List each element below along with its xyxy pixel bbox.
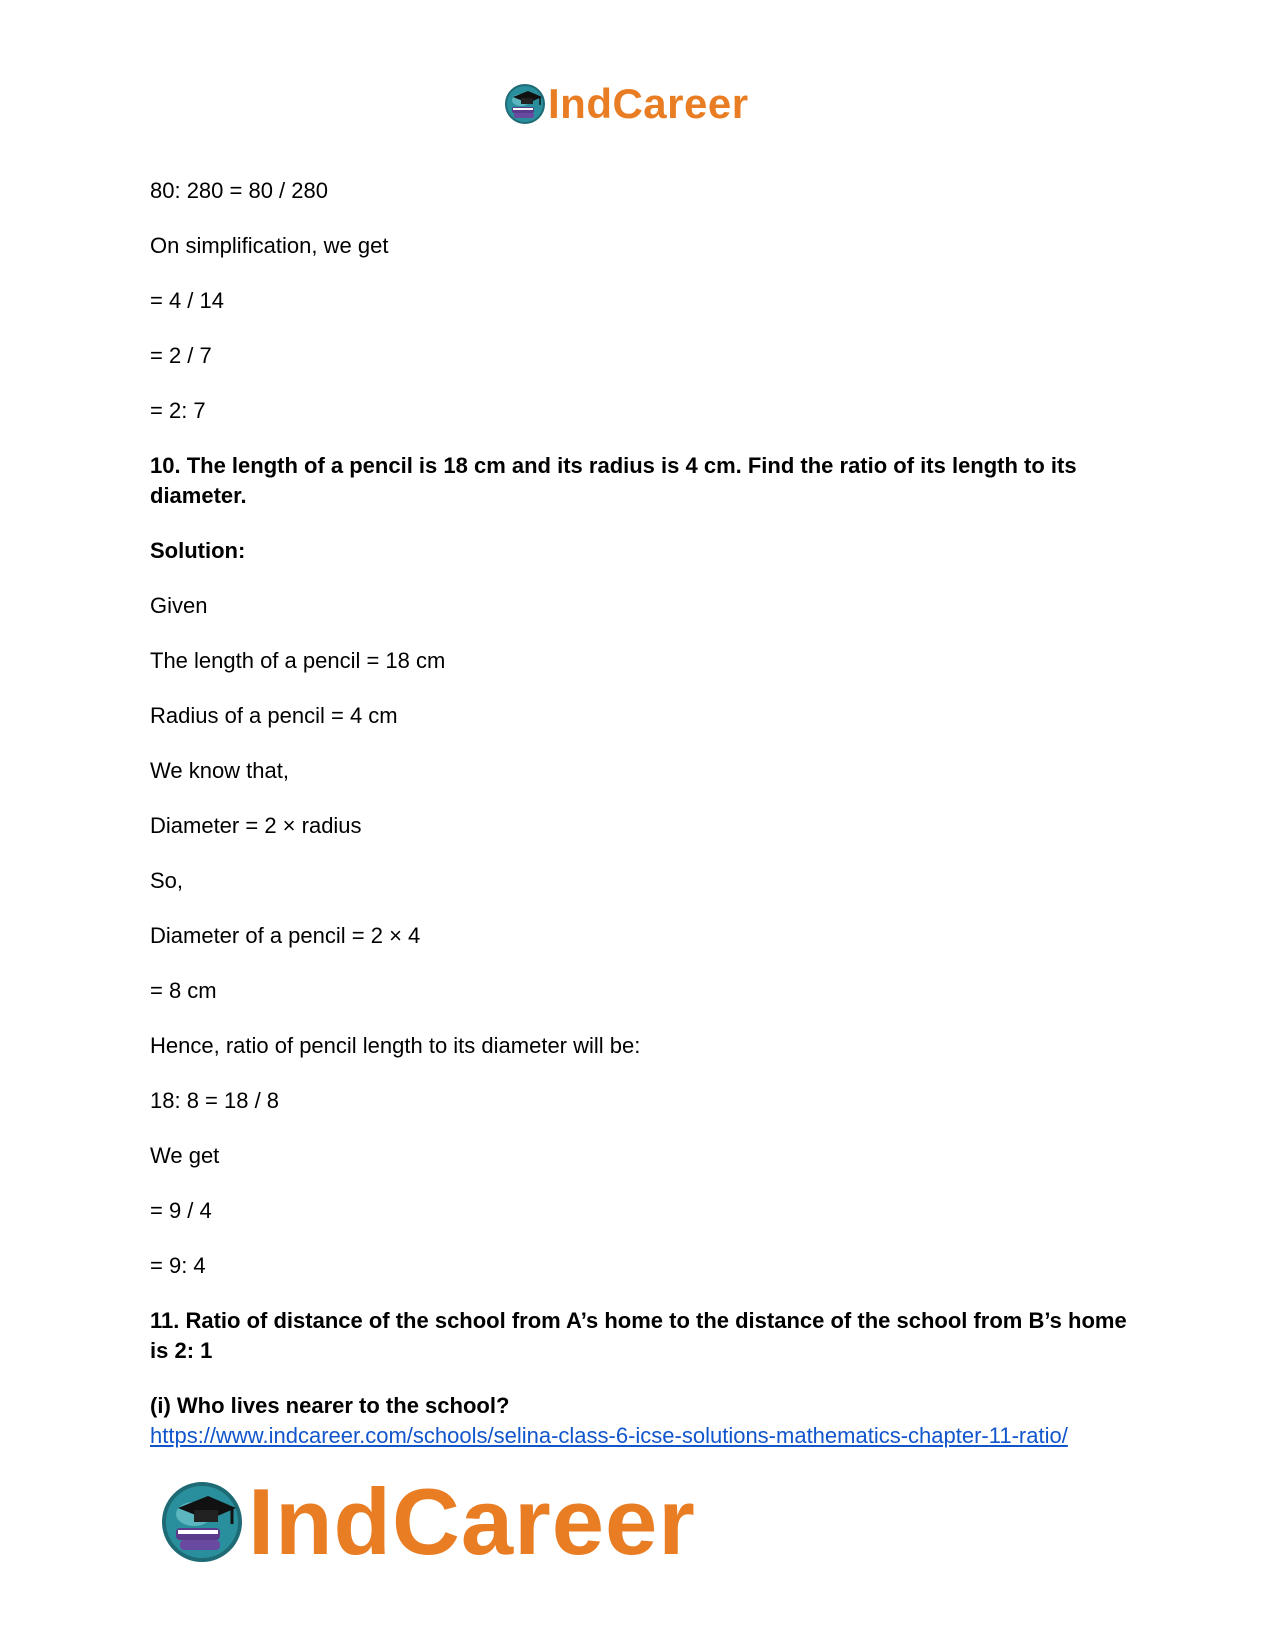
text-line: On simplification, we get (150, 233, 389, 258)
solution-step: Radius of a pencil = 4 cm (150, 703, 398, 728)
question-11-part-i: (i) Who lives nearer to the school? (150, 1393, 510, 1418)
solution-step: = 9: 4 (150, 1253, 206, 1278)
text-line: = 2: 7 (150, 398, 206, 423)
logo-text: IndCareer (548, 80, 749, 127)
text-line: 80: 280 = 80 / 280 (150, 178, 328, 203)
source-link[interactable]: https://www.indcareer.com/schools/selina-class-6-icse-solutions-mathematics-chapter-11-ratio/ (150, 1423, 1068, 1448)
solution-step: Hence, ratio of pencil length to its diameter will be: (150, 1033, 641, 1058)
solution-step: We get (150, 1143, 220, 1168)
text-line: = 4 / 14 (150, 288, 225, 313)
solution-step: Diameter = 2 × radius (150, 813, 362, 838)
question-11: 11. Ratio of distance of the school from A’s home to the distance of the school from B’s home is 2: 1 (150, 1308, 1127, 1363)
header-logo (504, 80, 749, 128)
document-body (150, 176, 1135, 1451)
solution-step: = 9 / 4 (150, 1198, 212, 1223)
solution-step: So, (150, 868, 184, 893)
question-10: 10. The length of a pencil is 18 cm and its radius is 4 cm. Find the ratio of its length to its diameter. (150, 453, 1077, 508)
solution-step: The length of a pencil = 18 cm (150, 648, 446, 673)
solution-step: = 8 cm (150, 978, 217, 1003)
solution-label: Solution: (150, 538, 246, 563)
solution-step: Diameter of a pencil = 2 × 4 (150, 923, 421, 948)
solution-step: 18: 8 = 18 / 8 (150, 1088, 280, 1113)
solution-step: Given (150, 593, 208, 618)
logo-text: IndCareer (248, 1469, 696, 1574)
solution-step: We know that, (150, 758, 289, 783)
footer-logo (160, 1468, 696, 1576)
text-line: = 2 / 7 (150, 343, 212, 368)
graduation-cap-book-globe-icon (504, 83, 546, 125)
graduation-cap-book-globe-icon (160, 1480, 244, 1564)
